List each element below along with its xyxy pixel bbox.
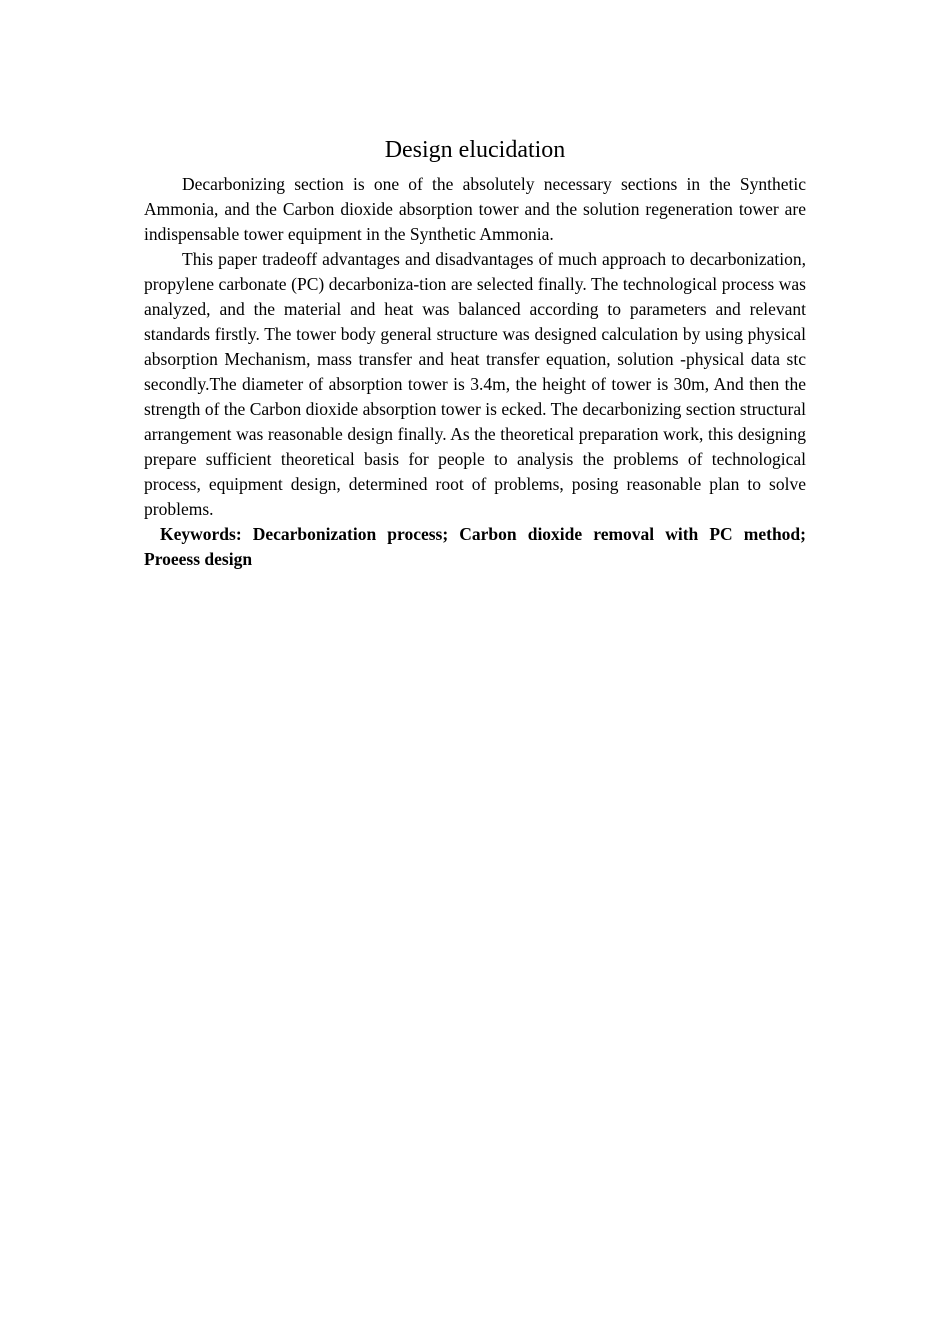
keywords-line: Keywords: Decarbonization process; Carbon dioxide removal with PC method; Proeess design — [144, 524, 806, 569]
page-title: Design elucidation — [384, 137, 566, 163]
abstract-paragraph-2: This paper tradeoff advantages and disadvantages of much approach to decarbonization, propylene carbonate (PC) decarboniza-tion are selected finally. The technological process was analyzed, and the material and heat was balanced according to parameters and relevant standards firstly. The tower body general structure was designed calculation by using physical absorption Mechanism, mass transfer and heat transfer equation, solution -physical data stc secondly.The diameter of absorption tower is 3.4m, the height of tower is 30m, And then the strength of the Carbon dioxide absorption tower is ecked. The decarbonizing section structural arrangement was reasonable design finally. As the theoretical preparation work, this designing prepare sufficient theoretical basis for people to analysis the problems of technological process, equipment design, determined root of problems, posing reasonable plan to solve problems. — [144, 249, 806, 519]
abstract-paragraph-1: Decarbonizing section is one of the absolutely necessary sections in the Synthetic Ammonia, and the Carbon dioxide absorption tower and the solution regeneration tower are indispensable tower equipment in the Synthetic Ammonia. — [144, 174, 806, 244]
document-page — [144, 132, 806, 572]
